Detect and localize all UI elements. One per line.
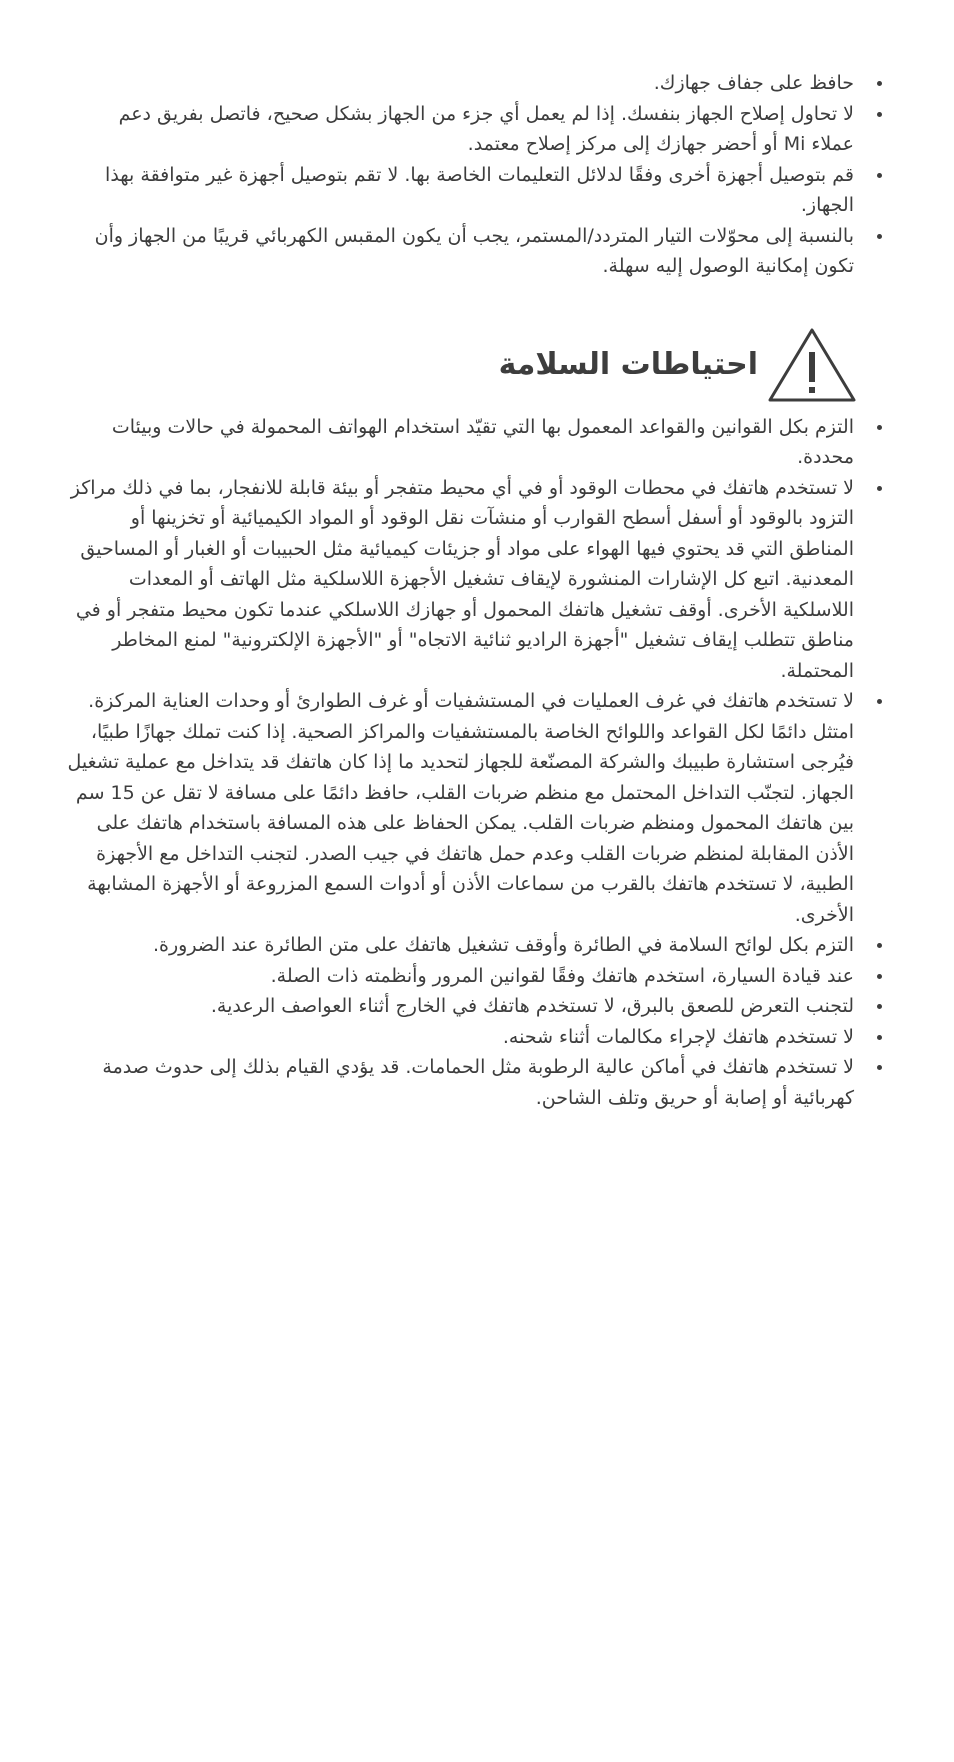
intro-list bbox=[64, 68, 854, 282]
final-list bbox=[64, 1052, 854, 1113]
list-item: عند قيادة السيارة، استخدم هاتفك وفقًا لقوانين المرور وأنظمته ذات الصلة. bbox=[64, 961, 854, 992]
list-item: لتجنب التعرض للصعق بالبرق، لا تستخدم هاتفك في الخارج أثناء العواصف الرعدية. bbox=[64, 991, 854, 1022]
list-item: حافظ على جفاف جهازك. bbox=[64, 68, 854, 99]
safety-list bbox=[64, 412, 854, 931]
sub-list bbox=[64, 930, 854, 1052]
list-item: لا تستخدم هاتفك في محطات الوقود أو في أي محيط متفجر أو بيئة قابلة للانفجار، بما في ذلك مراكز التزود بالوقود أو أسفل أسطح القوارب أو منشآت نقل الوقود أو المواد الكيميائية أو تخزينها أو المناطق التي قد يحتوي فيها الهواء على مواد أو جزيئات كيميائية مثل الحبيبات أو الغبار أو المساحيق المعدنية. اتبع كل الإشارات المنشورة لإيقاف تشغيل الأجهزة اللاسلكية مثل الهاتف أو المعدات اللاسلكية الأخرى. أوقف تشغيل هاتفك المحمول أو جهازك اللاسلكي عندما تكون محيط متفجر أو في مناطق تتطلب إيقاف تشغيل "أجهزة الراديو ثنائية الاتجاه" أو "الأجهزة الإلكترونية" لمنع المخاطر المحتملة. bbox=[64, 473, 854, 687]
document-page bbox=[64, 68, 854, 1113]
list-item: لا تستخدم هاتفك في غرف العمليات في المستشفيات أو غرف الطوارئ أو وحدات العناية المركزة. امتثل دائمًا لكل القواعد واللوائح الخاصة بالمستشفيات والمراكز الصحية. إذا كنت تملك جهازًا طبيًا، فيُرجى استشارة طبيبك والشركة المصنّعة للجهاز لتحديد ما إذا كان هاتفك قد يتداخل مع عملية تشغيل الجهاز. لتجنّب التداخل المحتمل مع منظم ضربات القلب، حافظ دائمًا على مسافة لا تقل عن 15 سم بين هاتفك المحمول ومنظم ضربات القلب. يمكن الحفاظ على هذه المسافة باستخدام هاتفك على الأذن المقابلة لمنظم ضربات القلب وعدم حمل هاتفك في جيب الصدر. لتجنب التداخل مع الأجهزة الطبية، لا تستخدم هاتفك بالقرب من سماعات الأذن أو أدوات السمع المزروعة أو الأجهزة المشابهة الأخرى. bbox=[64, 686, 854, 930]
page-title: احتياطات السلامة bbox=[498, 347, 758, 382]
list-item: لا تستخدم هاتفك في أماكن عالية الرطوبة مثل الحمامات. قد يؤدي القيام بذلك إلى حدوث صدمة كهربائية أو إصابة أو حريق وتلف الشاحن. bbox=[64, 1052, 854, 1113]
list-item: التزم بكل القوانين والقواعد المعمول بها التي تقيّد استخدام الهواتف المحمولة في حالات وبيئات محددة. bbox=[64, 412, 854, 473]
list-item: لا تحاول إصلاح الجهاز بنفسك. إذا لم يعمل أي جزء من الجهاز بشكل صحيح، فاتصل بفريق دعم عملاء Mi أو أحضر جهازك إلى مركز إصلاح معتمد. bbox=[64, 99, 854, 160]
list-item: بالنسبة إلى محوّلات التيار المتردد/المستمر، يجب أن يكون المقبس الكهربائي قريبًا من الجهاز وأن تكون إمكانية الوصول إليه سهلة. bbox=[64, 221, 854, 282]
warning-triangle-icon bbox=[766, 326, 858, 404]
list-item: قم بتوصيل أجهزة أخرى وفقًا لدلائل التعليمات الخاصة بها. لا تقم بتوصيل أجهزة غير متوافقة بهذا الجهاز. bbox=[64, 160, 854, 221]
safety-heading bbox=[64, 324, 854, 406]
list-item: التزم بكل لوائح السلامة في الطائرة وأوقف تشغيل هاتفك على متن الطائرة عند الضرورة. bbox=[64, 930, 854, 961]
list-item: لا تستخدم هاتفك لإجراء مكالمات أثناء شحنه. bbox=[64, 1022, 854, 1053]
